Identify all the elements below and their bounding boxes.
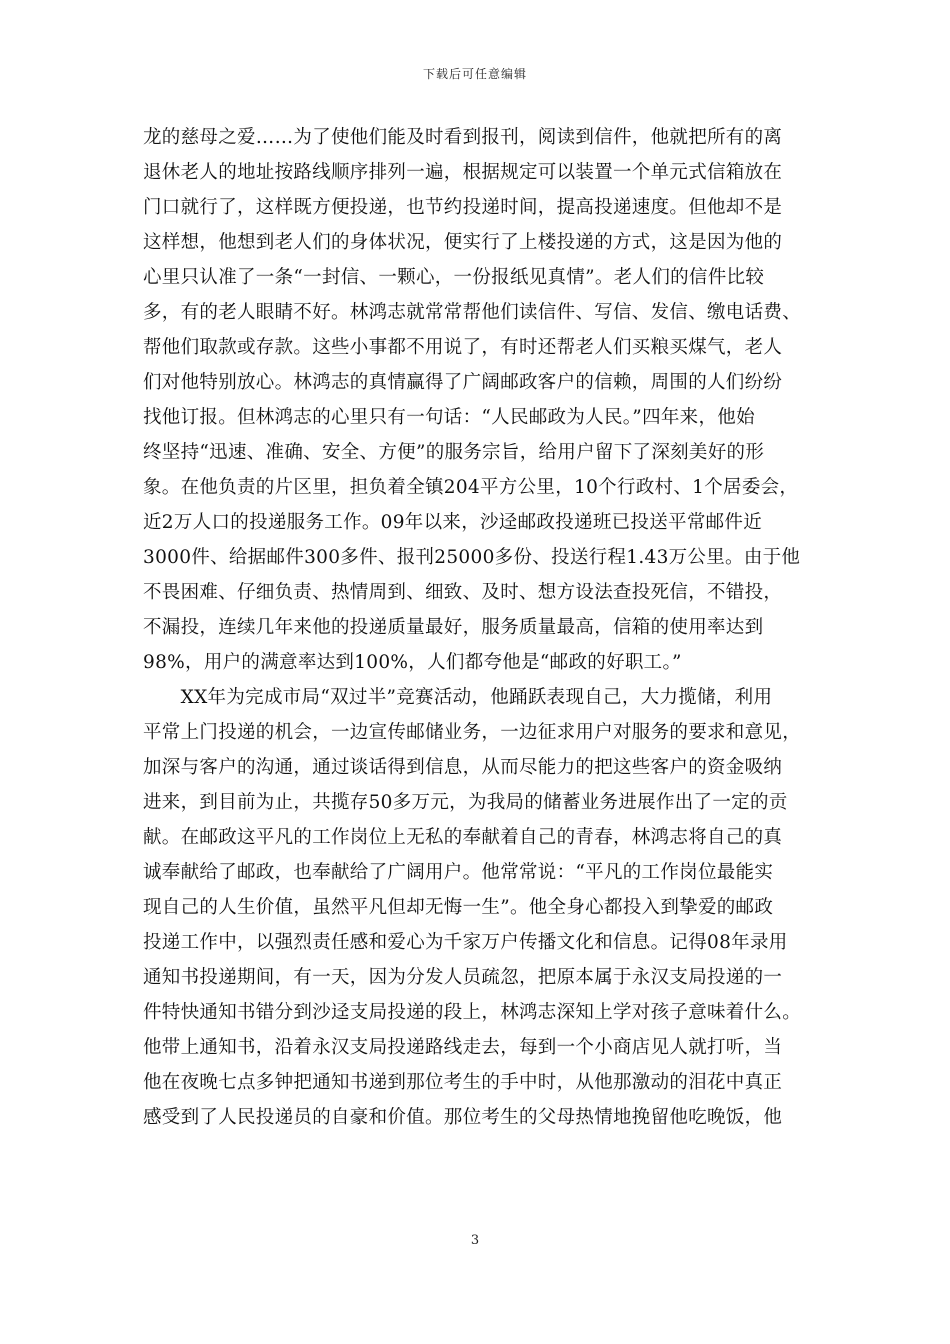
text-line: 诚奉献给了邮政，也奉献给了广阔用户。他常常说：“平凡的工作岗位最能实 (143, 862, 774, 883)
text-line: 门口就行了，这样既方便投递，也节约投递时间，提高投递速度。但他却不是 (143, 197, 783, 218)
document-body (143, 120, 808, 1135)
text-line: 98%，用户的满意率达到100%，人们都夸他是“邮政的好职工。” (143, 652, 682, 673)
text-line: 找他订报。但林鸿志的心里只有一句话：“人民邮政为人民。”四年来，他始 (143, 407, 755, 428)
text-line: 他在夜晚七点多钟把通知书递到那位考生的手中时，从他那激动的泪花中真正 (143, 1072, 783, 1093)
text-line: 加深与客户的沟通，通过谈话得到信息，从而尽能力的把这些客户的资金吸纳 (143, 757, 783, 778)
text-line: 不畏困难、仔细负责、热情周到、细致、及时、想方设法查投死信，不错投， (143, 582, 783, 603)
text-line: 平常上门投递的机会，一边宣传邮储业务，一边征求用户对服务的要求和意见， (143, 722, 802, 743)
text-line: 帮他们取款或存款。这些小事都不用说了，有时还帮老人们买粮买煤气，老人 (143, 337, 783, 358)
text-line: 感受到了人民投递员的自豪和价值。那位考生的父母热情地挽留他吃晚饭，他 (143, 1107, 783, 1128)
text-line: 们对他特别放心。林鸿志的真情赢得了广阔邮政客户的信赖，周围的人们纷纷 (143, 372, 783, 393)
paragraph-2 (143, 680, 808, 1135)
text-line: 退休老人的地址按路线顺序排列一遍，根据规定可以装置一个单元式信箱放在 (143, 162, 783, 183)
text-line: 进来，到目前为止，共揽存50多万元，为我局的储蓄业务进展作出了一定的贡 (143, 792, 788, 813)
text-line: 通知书投递期间，有一天，因为分发人员疏忽，把原本属于永汉支局投递的一 (143, 967, 783, 988)
text-line: 3000件、给据邮件300多件、报刊25000多份、投送行程1.43万公里。由于他 (143, 547, 801, 568)
text-line: 不漏投，连续几年来他的投递质量最好，服务质量最高，信箱的使用率达到 (143, 617, 764, 638)
text-line: 献。在邮政这平凡的工作岗位上无私的奉献着自己的青春，林鸿志将自己的真 (143, 827, 783, 848)
page-number: 3 (470, 1233, 480, 1248)
text-line: XX年为完成市局“双过半”竞赛活动，他踊跃表现自己，大力揽储，利用 (143, 687, 773, 708)
text-line: 这样想，他想到老人们的身体状况，便实行了上楼投递的方式，这是因为他的 (143, 232, 783, 253)
text-line: 现自己的人生价值，虽然平凡但却无悔一生”。他全身心都投入到挚爱的邮政 (143, 897, 774, 918)
paragraph-1 (143, 120, 808, 680)
text-line: 心里只认准了一条“一封信、一颗心，一份报纸见真情”。老人们的信件比较 (143, 267, 765, 288)
text-line: 多，有的老人眼睛不好。林鸿志就常常帮他们读信件、写信、发信、缴电话费、 (143, 302, 802, 323)
text-line: 他带上通知书，沿着永汉支局投递路线走去，每到一个小商店见人就打听，当 (143, 1037, 783, 1058)
text-line: 件特快通知书错分到沙迳支局投递的段上，林鸿志深知上学对孩子意味着什么。 (143, 1002, 802, 1023)
text-line: 龙的慈母之爱……为了使他们能及时看到报刊，阅读到信件，他就把所有的离 (143, 127, 783, 148)
page-header: 下载后可任意编辑 (422, 67, 527, 81)
text-line: 近2万人口的投递服务工作。09年以来，沙迳邮政投递班已投送平常邮件近 (143, 512, 763, 533)
text-line: 象。在他负责的片区里，担负着全镇204平方公里，10个行政村、1个居委会， (143, 477, 799, 498)
text-line: 终坚持“迅速、准确、安全、方便”的服务宗旨，给用户留下了深刻美好的形 (143, 442, 765, 463)
text-line: 投递工作中，以强烈责任感和爱心为千家万户传播文化和信息。记得08年录用 (143, 932, 788, 953)
